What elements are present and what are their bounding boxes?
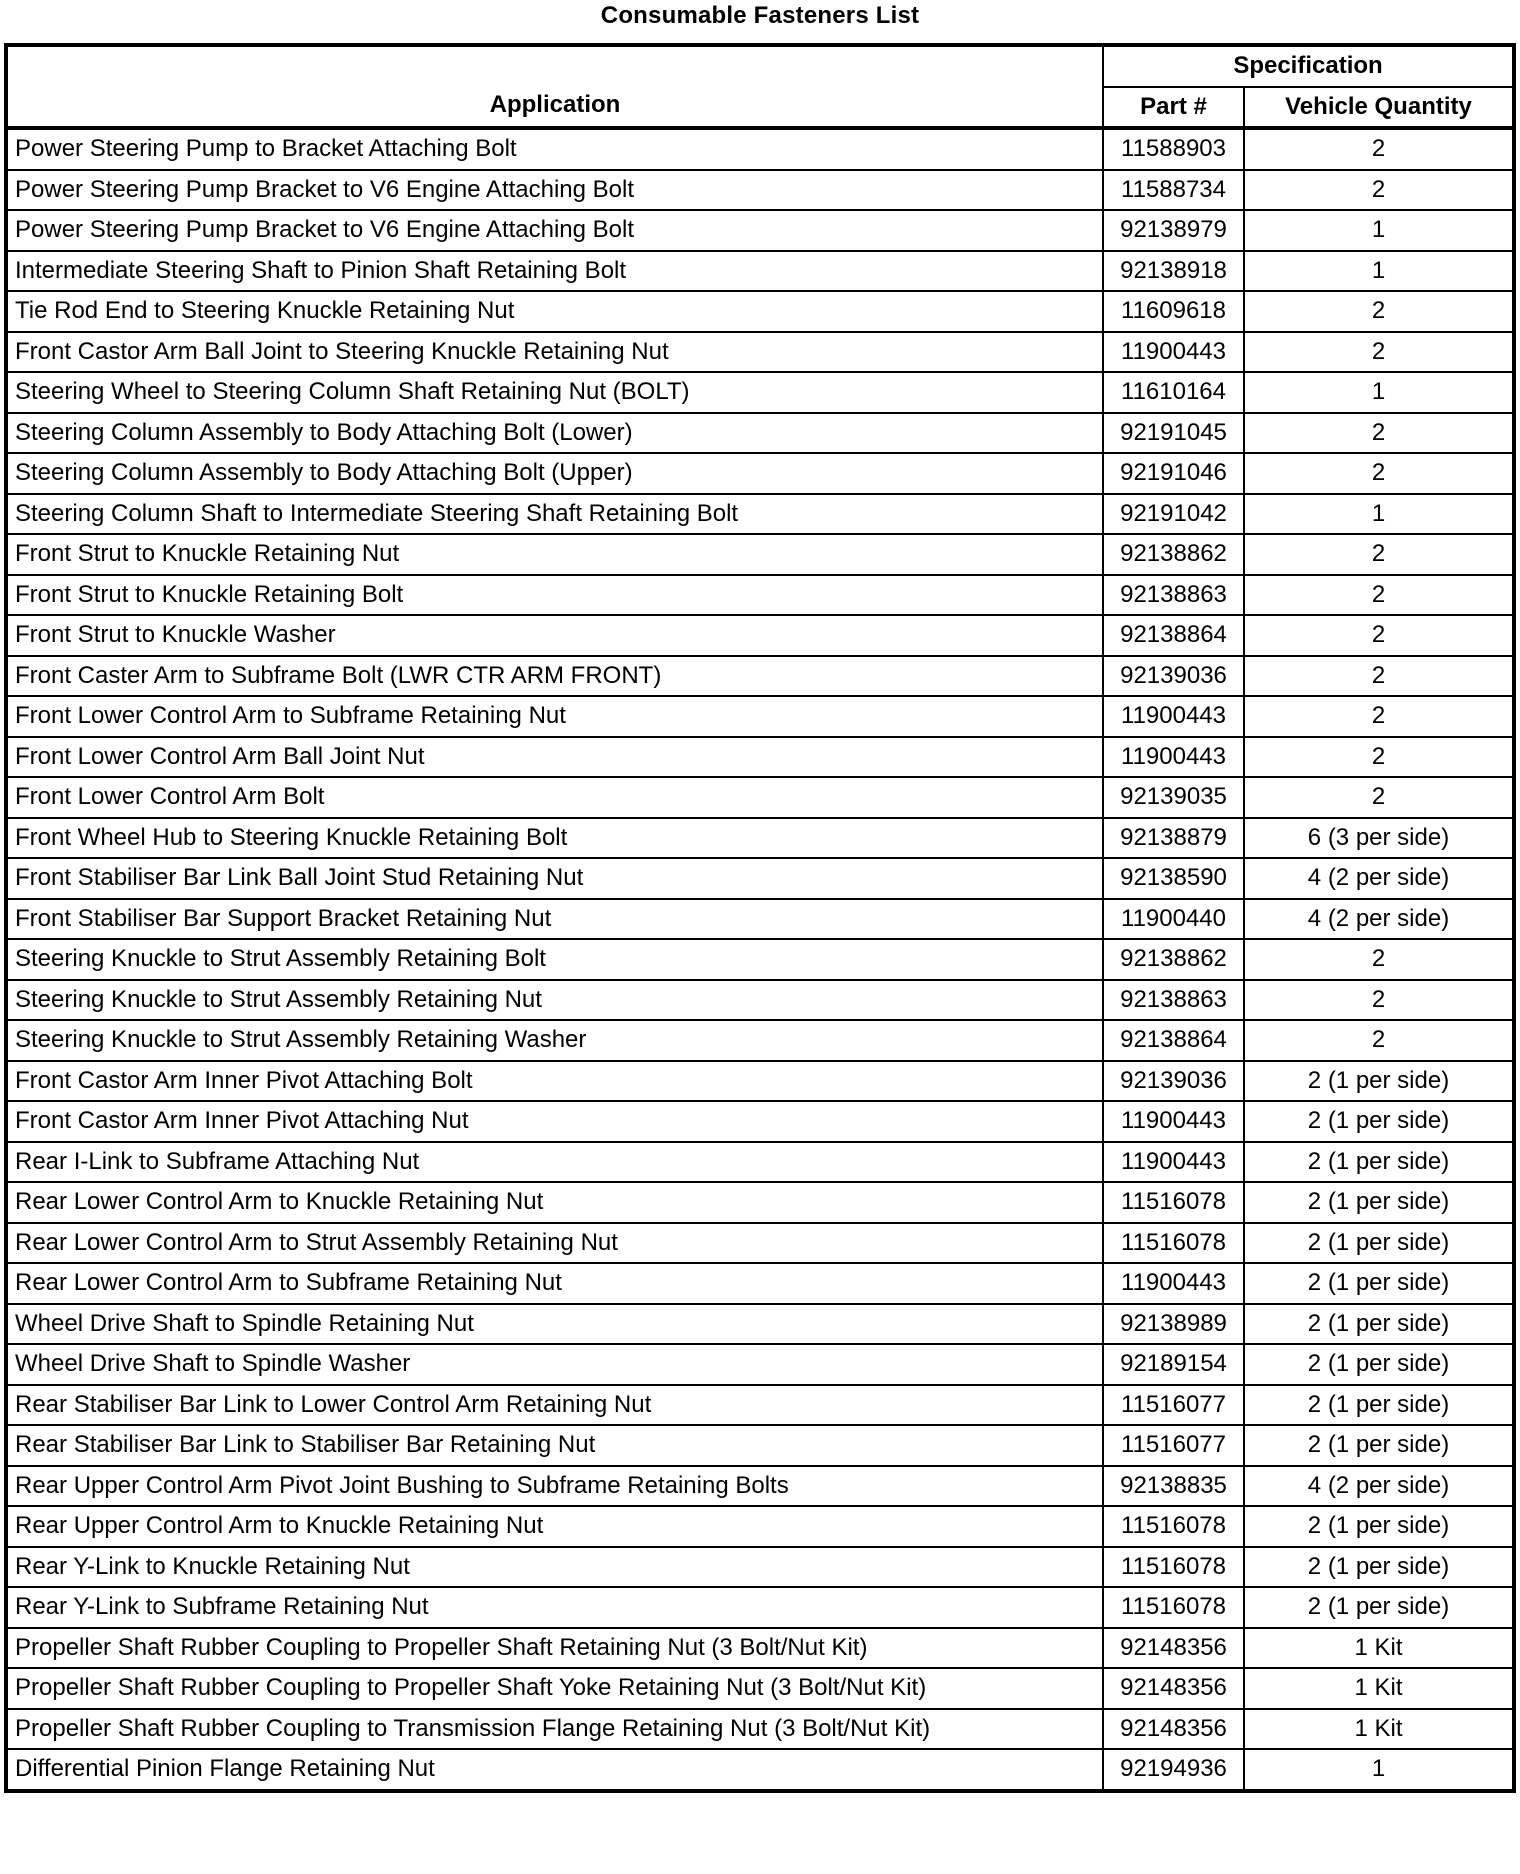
cell-part-number: 92138989 xyxy=(1103,1304,1244,1345)
cell-part-number: 92139036 xyxy=(1103,1061,1244,1102)
cell-vehicle-quantity: 1 xyxy=(1244,210,1514,251)
cell-application: Rear Lower Control Arm to Knuckle Retaining Nut xyxy=(6,1182,1103,1223)
table-row xyxy=(6,1466,1514,1507)
cell-application: Front Strut to Knuckle Retaining Bolt xyxy=(6,575,1103,616)
table-row xyxy=(6,939,1514,980)
cell-vehicle-quantity: 1 xyxy=(1244,494,1514,535)
cell-part-number: 92138863 xyxy=(1103,980,1244,1021)
table-row xyxy=(6,696,1514,737)
cell-application: Steering Column Assembly to Body Attaching Bolt (Lower) xyxy=(6,413,1103,454)
cell-vehicle-quantity: 2 xyxy=(1244,656,1514,697)
table-row xyxy=(6,453,1514,494)
table-row xyxy=(6,332,1514,373)
cell-part-number: 11900440 xyxy=(1103,899,1244,940)
table-row xyxy=(6,1263,1514,1304)
cell-part-number: 11900443 xyxy=(1103,737,1244,778)
cell-vehicle-quantity: 2 (1 per side) xyxy=(1244,1587,1514,1628)
table-row xyxy=(6,1223,1514,1264)
cell-application: Front Stabiliser Bar Support Bracket Retaining Nut xyxy=(6,899,1103,940)
cell-part-number: 11516078 xyxy=(1103,1223,1244,1264)
table-row xyxy=(6,899,1514,940)
table-row xyxy=(6,818,1514,859)
cell-part-number: 11516078 xyxy=(1103,1506,1244,1547)
column-header-part: Part # xyxy=(1103,87,1244,129)
cell-vehicle-quantity: 1 xyxy=(1244,251,1514,292)
column-header-quantity: Vehicle Quantity xyxy=(1244,87,1514,129)
cell-vehicle-quantity: 4 (2 per side) xyxy=(1244,1466,1514,1507)
cell-vehicle-quantity: 2 xyxy=(1244,170,1514,211)
table-row xyxy=(6,1061,1514,1102)
table-row xyxy=(6,858,1514,899)
cell-application: Front Strut to Knuckle Washer xyxy=(6,615,1103,656)
cell-application: Rear Stabiliser Bar Link to Stabiliser Bar Retaining Nut xyxy=(6,1425,1103,1466)
table-row xyxy=(6,737,1514,778)
cell-part-number: 92148356 xyxy=(1103,1668,1244,1709)
cell-part-number: 11588903 xyxy=(1103,128,1244,170)
cell-application: Rear I-Link to Subframe Attaching Nut xyxy=(6,1142,1103,1183)
cell-application: Steering Column Assembly to Body Attaching Bolt (Upper) xyxy=(6,453,1103,494)
cell-vehicle-quantity: 4 (2 per side) xyxy=(1244,899,1514,940)
cell-vehicle-quantity: 2 (1 per side) xyxy=(1244,1547,1514,1588)
cell-vehicle-quantity: 1 Kit xyxy=(1244,1709,1514,1750)
cell-vehicle-quantity: 2 (1 per side) xyxy=(1244,1061,1514,1102)
table-row xyxy=(6,1749,1514,1791)
cell-vehicle-quantity: 1 Kit xyxy=(1244,1628,1514,1669)
table-row xyxy=(6,494,1514,535)
cell-part-number: 92138879 xyxy=(1103,818,1244,859)
table-row xyxy=(6,128,1514,170)
cell-vehicle-quantity: 2 (1 per side) xyxy=(1244,1142,1514,1183)
cell-part-number: 11516078 xyxy=(1103,1587,1244,1628)
cell-part-number: 92138590 xyxy=(1103,858,1244,899)
cell-part-number: 11609618 xyxy=(1103,291,1244,332)
cell-application: Rear Lower Control Arm to Strut Assembly Retaining Nut xyxy=(6,1223,1103,1264)
cell-vehicle-quantity: 1 Kit xyxy=(1244,1668,1514,1709)
cell-vehicle-quantity: 2 xyxy=(1244,332,1514,373)
cell-application: Steering Knuckle to Strut Assembly Retaining Nut xyxy=(6,980,1103,1021)
cell-part-number: 11900443 xyxy=(1103,1263,1244,1304)
cell-vehicle-quantity: 2 xyxy=(1244,453,1514,494)
cell-part-number: 92138835 xyxy=(1103,1466,1244,1507)
cell-part-number: 92138864 xyxy=(1103,615,1244,656)
cell-vehicle-quantity: 2 xyxy=(1244,1020,1514,1061)
cell-vehicle-quantity: 2 (1 per side) xyxy=(1244,1304,1514,1345)
cell-application: Power Steering Pump to Bracket Attaching Bolt xyxy=(6,128,1103,170)
cell-vehicle-quantity: 2 (1 per side) xyxy=(1244,1101,1514,1142)
cell-application: Front Lower Control Arm Ball Joint Nut xyxy=(6,737,1103,778)
table-row xyxy=(6,1182,1514,1223)
table-row xyxy=(6,170,1514,211)
cell-application: Rear Stabiliser Bar Link to Lower Control Arm Retaining Nut xyxy=(6,1385,1103,1426)
cell-application: Front Lower Control Arm to Subframe Retaining Nut xyxy=(6,696,1103,737)
cell-vehicle-quantity: 1 xyxy=(1244,372,1514,413)
cell-part-number: 11900443 xyxy=(1103,1101,1244,1142)
cell-vehicle-quantity: 2 xyxy=(1244,413,1514,454)
cell-vehicle-quantity: 2 (1 per side) xyxy=(1244,1223,1514,1264)
cell-vehicle-quantity: 2 xyxy=(1244,777,1514,818)
table-row xyxy=(6,413,1514,454)
table-row xyxy=(6,980,1514,1021)
cell-application: Intermediate Steering Shaft to Pinion Shaft Retaining Bolt xyxy=(6,251,1103,292)
cell-vehicle-quantity: 4 (2 per side) xyxy=(1244,858,1514,899)
cell-application: Front Wheel Hub to Steering Knuckle Retaining Bolt xyxy=(6,818,1103,859)
table-row xyxy=(6,1709,1514,1750)
cell-part-number: 11516078 xyxy=(1103,1182,1244,1223)
cell-application: Tie Rod End to Steering Knuckle Retaining Nut xyxy=(6,291,1103,332)
cell-vehicle-quantity: 2 (1 per side) xyxy=(1244,1506,1514,1547)
fasteners-table xyxy=(4,43,1516,1793)
cell-part-number: 92194936 xyxy=(1103,1749,1244,1791)
cell-vehicle-quantity: 2 xyxy=(1244,737,1514,778)
cell-application: Power Steering Pump Bracket to V6 Engine Attaching Bolt xyxy=(6,170,1103,211)
cell-part-number: 92138979 xyxy=(1103,210,1244,251)
table-row xyxy=(6,1506,1514,1547)
table-row xyxy=(6,777,1514,818)
cell-application: Steering Wheel to Steering Column Shaft Retaining Nut (BOLT) xyxy=(6,372,1103,413)
table-row xyxy=(6,1425,1514,1466)
column-header-application: Application xyxy=(6,45,1103,128)
cell-application: Rear Y-Link to Subframe Retaining Nut xyxy=(6,1587,1103,1628)
cell-vehicle-quantity: 2 (1 per side) xyxy=(1244,1182,1514,1223)
cell-part-number: 11516077 xyxy=(1103,1385,1244,1426)
page-title: Consumable Fasteners List xyxy=(600,2,920,29)
table-row xyxy=(6,372,1514,413)
table-row xyxy=(6,1020,1514,1061)
cell-vehicle-quantity: 2 xyxy=(1244,696,1514,737)
column-header-specification: Specification xyxy=(1103,45,1514,87)
cell-application: Propeller Shaft Rubber Coupling to Propeller Shaft Yoke Retaining Nut (3 Bolt/Nut Kit) xyxy=(6,1668,1103,1709)
cell-application: Rear Lower Control Arm to Subframe Retaining Nut xyxy=(6,1263,1103,1304)
cell-application: Front Lower Control Arm Bolt xyxy=(6,777,1103,818)
cell-vehicle-quantity: 2 (1 per side) xyxy=(1244,1263,1514,1304)
cell-vehicle-quantity: 2 xyxy=(1244,291,1514,332)
cell-vehicle-quantity: 2 xyxy=(1244,534,1514,575)
cell-application: Rear Upper Control Arm Pivot Joint Bushing to Subframe Retaining Bolts xyxy=(6,1466,1103,1507)
table-row xyxy=(6,615,1514,656)
table-row xyxy=(6,1344,1514,1385)
cell-application: Propeller Shaft Rubber Coupling to Propeller Shaft Retaining Nut (3 Bolt/Nut Kit) xyxy=(6,1628,1103,1669)
cell-vehicle-quantity: 2 xyxy=(1244,939,1514,980)
cell-part-number: 11588734 xyxy=(1103,170,1244,211)
table-row xyxy=(6,1547,1514,1588)
cell-application: Front Caster Arm to Subframe Bolt (LWR CTR ARM FRONT) xyxy=(6,656,1103,697)
cell-application: Steering Knuckle to Strut Assembly Retaining Bolt xyxy=(6,939,1103,980)
table-row xyxy=(6,1628,1514,1669)
table-row xyxy=(6,210,1514,251)
cell-application: Rear Y-Link to Knuckle Retaining Nut xyxy=(6,1547,1103,1588)
table-row xyxy=(6,1304,1514,1345)
cell-application: Steering Knuckle to Strut Assembly Retaining Washer xyxy=(6,1020,1103,1061)
cell-vehicle-quantity: 6 (3 per side) xyxy=(1244,818,1514,859)
cell-part-number: 92148356 xyxy=(1103,1628,1244,1669)
table-row xyxy=(6,1142,1514,1183)
cell-part-number: 11900443 xyxy=(1103,1142,1244,1183)
cell-application: Front Stabiliser Bar Link Ball Joint Stud Retaining Nut xyxy=(6,858,1103,899)
cell-part-number: 92138862 xyxy=(1103,534,1244,575)
table-row xyxy=(6,534,1514,575)
cell-part-number: 92139036 xyxy=(1103,656,1244,697)
cell-application: Propeller Shaft Rubber Coupling to Transmission Flange Retaining Nut (3 Bolt/Nut Kit) xyxy=(6,1709,1103,1750)
cell-part-number: 92191046 xyxy=(1103,453,1244,494)
cell-part-number: 11900443 xyxy=(1103,696,1244,737)
table-row xyxy=(6,575,1514,616)
table-row xyxy=(6,1385,1514,1426)
cell-application: Front Castor Arm Inner Pivot Attaching Nut xyxy=(6,1101,1103,1142)
cell-application: Steering Column Shaft to Intermediate Steering Shaft Retaining Bolt xyxy=(6,494,1103,535)
cell-vehicle-quantity: 2 xyxy=(1244,575,1514,616)
header-row-group xyxy=(6,45,1514,87)
table-row xyxy=(6,1587,1514,1628)
cell-part-number: 92138863 xyxy=(1103,575,1244,616)
cell-part-number: 92139035 xyxy=(1103,777,1244,818)
cell-part-number: 11516077 xyxy=(1103,1425,1244,1466)
cell-part-number: 11900443 xyxy=(1103,332,1244,373)
table-row xyxy=(6,251,1514,292)
table-row xyxy=(6,291,1514,332)
cell-part-number: 92189154 xyxy=(1103,1344,1244,1385)
cell-application: Wheel Drive Shaft to Spindle Retaining Nut xyxy=(6,1304,1103,1345)
cell-part-number: 92138862 xyxy=(1103,939,1244,980)
cell-application: Rear Upper Control Arm to Knuckle Retaining Nut xyxy=(6,1506,1103,1547)
table-row xyxy=(6,1101,1514,1142)
cell-part-number: 92138918 xyxy=(1103,251,1244,292)
cell-part-number: 11516078 xyxy=(1103,1547,1244,1588)
cell-vehicle-quantity: 2 xyxy=(1244,980,1514,1021)
cell-application: Power Steering Pump Bracket to V6 Engine Attaching Bolt xyxy=(6,210,1103,251)
cell-part-number: 92191045 xyxy=(1103,413,1244,454)
cell-application: Differential Pinion Flange Retaining Nut xyxy=(6,1749,1103,1791)
cell-application: Front Strut to Knuckle Retaining Nut xyxy=(6,534,1103,575)
cell-vehicle-quantity: 2 xyxy=(1244,128,1514,170)
cell-vehicle-quantity: 1 xyxy=(1244,1749,1514,1791)
table-row xyxy=(6,656,1514,697)
table-header xyxy=(6,45,1514,128)
cell-application: Wheel Drive Shaft to Spindle Washer xyxy=(6,1344,1103,1385)
table-row xyxy=(6,1668,1514,1709)
cell-part-number: 92191042 xyxy=(1103,494,1244,535)
cell-vehicle-quantity: 2 (1 per side) xyxy=(1244,1344,1514,1385)
cell-vehicle-quantity: 2 (1 per side) xyxy=(1244,1385,1514,1426)
cell-application: Front Castor Arm Ball Joint to Steering Knuckle Retaining Nut xyxy=(6,332,1103,373)
cell-vehicle-quantity: 2 xyxy=(1244,615,1514,656)
table-body xyxy=(6,128,1514,1791)
cell-vehicle-quantity: 2 (1 per side) xyxy=(1244,1425,1514,1466)
cell-part-number: 92138864 xyxy=(1103,1020,1244,1061)
cell-part-number: 11610164 xyxy=(1103,372,1244,413)
cell-part-number: 92148356 xyxy=(1103,1709,1244,1750)
cell-application: Front Castor Arm Inner Pivot Attaching Bolt xyxy=(6,1061,1103,1102)
